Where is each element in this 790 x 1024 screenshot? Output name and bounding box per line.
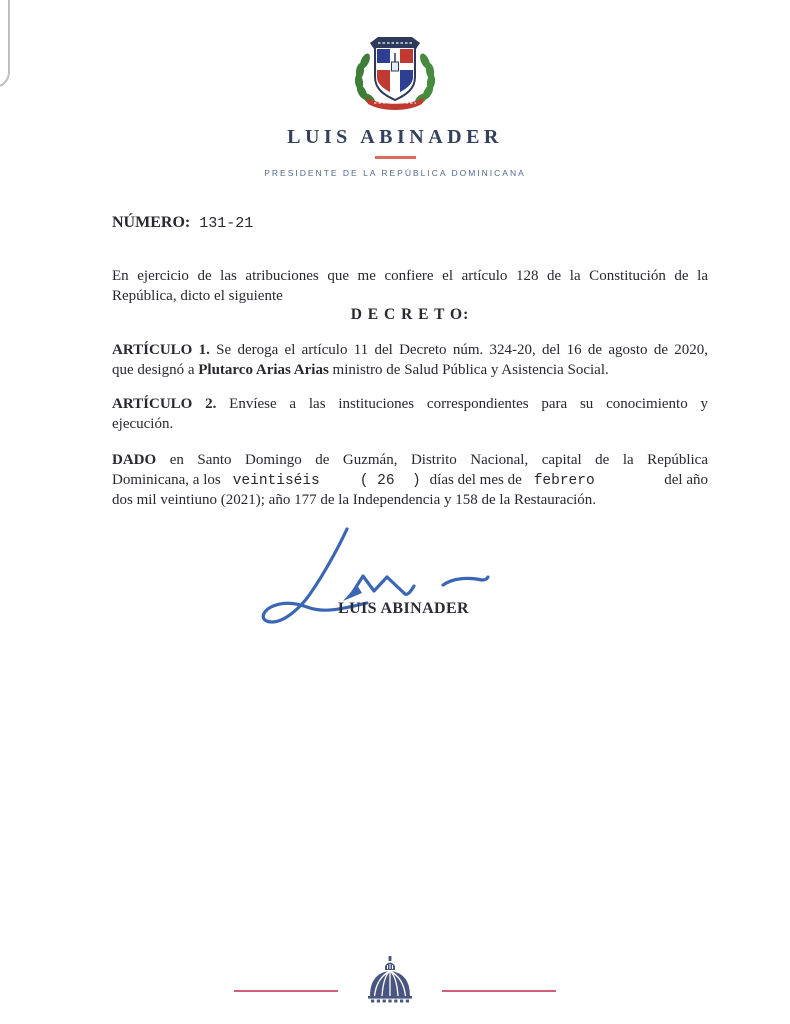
decree-heading: D E C R E T O: bbox=[350, 306, 470, 323]
article-1-paragraph bbox=[112, 341, 708, 380]
intro-line-2: República, dicto el siguiente bbox=[112, 287, 283, 304]
palace-dome-icon bbox=[365, 956, 415, 1003]
dado-line-2-pre: Dominicana, a los bbox=[112, 471, 221, 488]
dado-line-2-end: del año bbox=[664, 471, 708, 488]
dominican-coat-of-arms-icon bbox=[342, 33, 448, 115]
article-1-minister-name: Plutarco Arias Arias bbox=[198, 361, 329, 378]
typed-day-word: veintiséis bbox=[232, 472, 320, 489]
footer-left-rule bbox=[234, 990, 338, 992]
decree-number-line bbox=[112, 214, 708, 232]
decree-number-label: NÚMERO: bbox=[112, 214, 191, 231]
article-1-text-2b: ministro de Salud Pública y Asistencia Social. bbox=[332, 361, 609, 378]
president-subtitle: PRESIDENTE DE LA REPÚBLICA DOMINICANA bbox=[264, 168, 526, 178]
dado-label: DADO bbox=[112, 452, 157, 468]
intro-paragraph bbox=[112, 267, 708, 306]
decree-number-value: 131-21 bbox=[199, 215, 254, 232]
dado-line-3: dos mil veintiuno (2021); año 177 de la Independencia y 158 de la Restauración. bbox=[112, 492, 597, 508]
president-name: LUIS ABINADER bbox=[287, 126, 503, 148]
dado-line-2-mid: días del mes de bbox=[429, 471, 522, 488]
intro-line-1: En ejercicio de las atribuciones que me confiere el artículo 128 de la Constitución de la bbox=[112, 268, 708, 284]
typed-day-number: ( 26 ) bbox=[359, 472, 421, 489]
header-red-underline bbox=[375, 156, 416, 159]
signatory-name: LUIS ABINADER bbox=[338, 600, 470, 617]
typed-month: febrero bbox=[533, 472, 595, 489]
article-1-text: Se deroga el artículo 11 del Decreto núm. 324-20, del 16 de agosto de 2020, bbox=[216, 342, 709, 358]
article-2-paragraph bbox=[112, 395, 708, 434]
dado-paragraph bbox=[112, 451, 708, 511]
article-2-text: Envíese a las instituciones correspondientes para su conocimiento y bbox=[229, 396, 708, 412]
article-2-label: ARTÍCULO 2. bbox=[112, 396, 217, 412]
document-header bbox=[0, 33, 790, 178]
article-1-text-2a: que designó a bbox=[112, 361, 195, 378]
footer-right-rule bbox=[442, 990, 556, 992]
document-footer bbox=[0, 956, 790, 1003]
dado-line-1: en Santo Domingo de Guzmán, Distrito Nacional, capital de la República bbox=[169, 452, 708, 468]
article-2-text-2: ejecución. bbox=[112, 415, 174, 432]
article-1-label: ARTÍCULO 1. bbox=[112, 342, 210, 358]
